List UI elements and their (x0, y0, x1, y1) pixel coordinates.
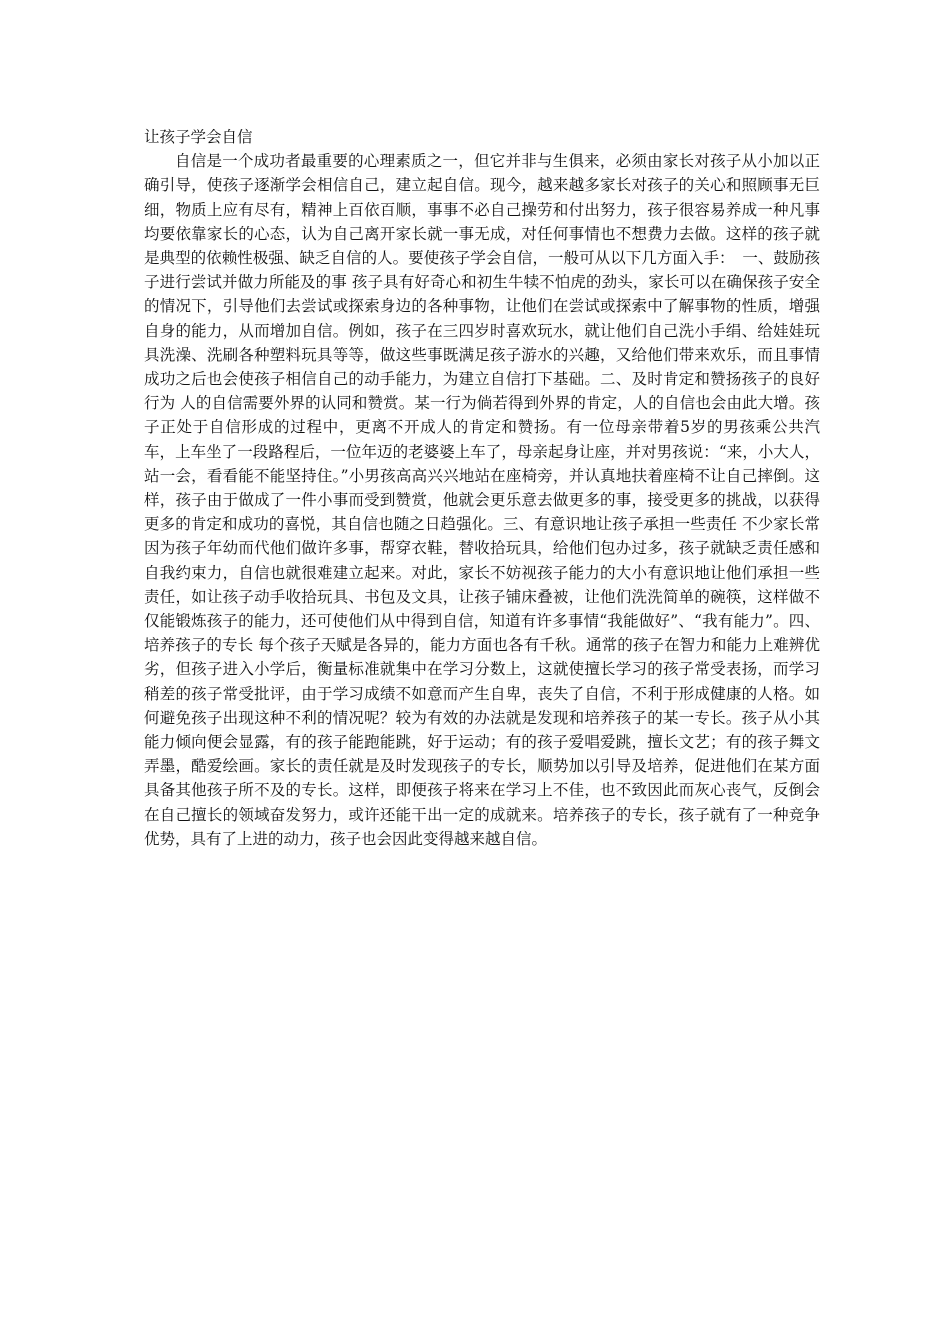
body-paragraph: 自信是一个成功者最重要的心理素质之一，但它并非与生俱来，必须由家长对孩子从小加以正确引导，使孩子逐渐学会相信自己，建立起自信。现今，越来越多家长对孩子的关心和照顾事无巨细，物质上应有尽有，精神上百依百顺，事事不必自己操劳和付出努力，孩子很容易养成一种凡事均要依靠家长的心态，认为自己离开家长就一事无成，对任何事情也不想费力去做。这样的孩子就是典型的依赖性极强、缺乏自信的人。要使孩子学会自信，一般可从以下几方面入手： 一、鼓励孩子进行尝试并做力所能及的事 孩子具有好奇心和初生牛犊不怕虎的劲头，家长可以在确保孩子安全的情况下，引导他们去尝试或探索身边的各种事物，让他们在尝试或探索中了解事物的性质，增强自身的能力，从而增加自信。例如，孩子在三四岁时喜欢玩水，就让他们自己洗小手绢、给娃娃玩具洗澡、洗刷各种塑料玩具等等，做这些事既满足孩子游水的兴趣，又给他们带来欢乐，而且事情成功之后也会使孩子相信自己的动手能力，为建立自信打下基础。二、及时肯定和赞扬孩子的良好行为 人的自信需要外界的认同和赞赏。某一行为倘若得到外界的肯定，人的自信也会由此大增。孩子正处于自信形成的过程中，更离不开成人的肯定和赞扬。有一位母亲带着5岁的男孩乘公共汽车，上车坐了一段路程后，一位年迈的老婆婆上车了，母亲起身让座，并对男孩说：“来，小大人，站一会，看看能不能坚持住。”小男孩高高兴兴地站在座椅旁，并认真地扶着座椅不让自己摔倒。这样，孩子由于做成了一件小事而受到赞赏，他就会更乐意去做更多的事，接受更多的挑战，以获得更多的肯定和成功的喜悦，其自信也随之日趋强化。三、有意识地让孩子承担一些责任 不少家长常因为孩子年幼而代他们做许多事，帮穿衣鞋，替收拾玩具，给他们包办过多，孩子就缺乏责任感和自我约束力，自信也就很难建立起来。对此，家长不妨视孩子能力的大小有意识地让他们承担一些责任，如让孩子动手收拾玩具、书包及文具，让孩子铺床叠被，让他们洗洗简单的碗筷，这样做不仅能锻炼孩子的能力，还可使他们从中得到自信，知道有许多事情“我能做好”、“我有能力”。四、培养孩子的专长 每个孩子天赋是各异的，能力方面也各有千秋。通常的孩子在智力和能力上难辨优劣，但孩子进入小学后，衡量标准就集中在学习分数上，这就使擅长学习的孩子常受表扬，而学习稍差的孩子常受批评，由于学习成绩不如意而产生自卑，丧失了自信，不利于形成健康的人格。如何避免孩子出现这种不利的情况呢？较为有效的办法就是发现和培养孩子的某一专长。孩子从小其能力倾向便会显露，有的孩子能跑能跳，好于运动；有的孩子爱唱爱跳，擅长文艺；有的孩子舞文弄墨，酷爱绘画。家长的责任就是及时发现孩子的专长，顺势加以引导及培养，促进他们在某方面具备其他孩子所不及的专长。这样，即便孩子将来在学习上不佳，也不致因此而灰心丧气，反倒会在自己擅长的领域奋发努力，或许还能干出一定的成就来。培养孩子的专长，孩子就有了一种竞争优势，具有了上进的动力，孩子也会因此变得越来越自信。 (144, 152, 820, 848)
document-content (144, 125, 820, 851)
document-title: 让孩子学会自信 (144, 128, 253, 146)
